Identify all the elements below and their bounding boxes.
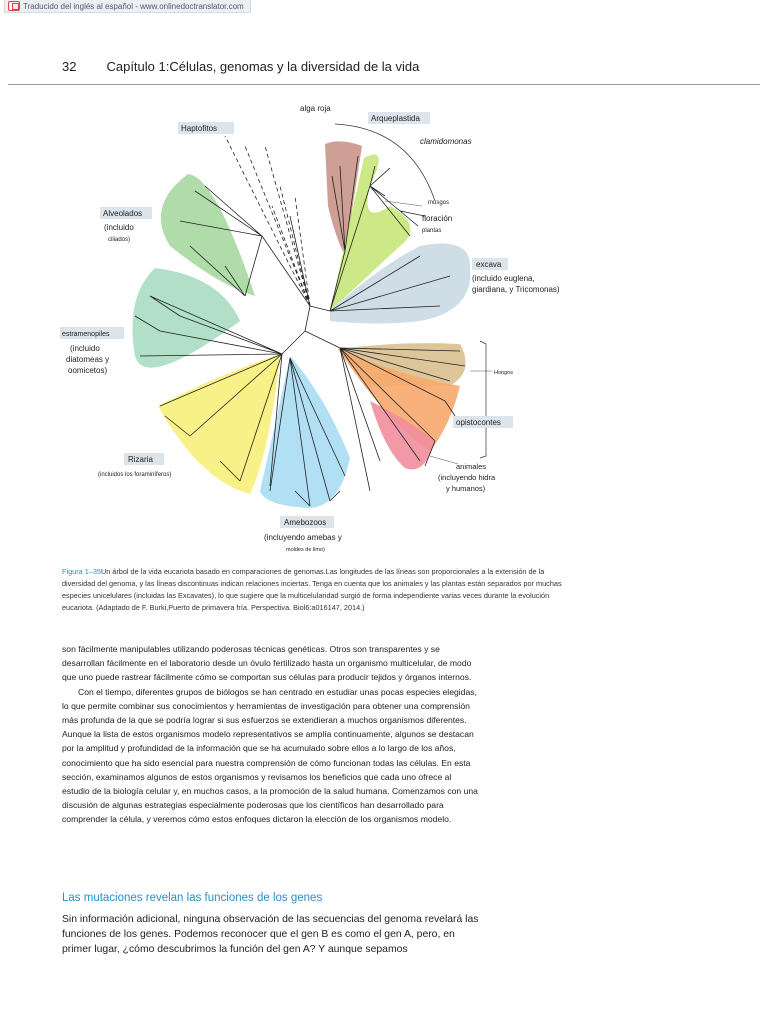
label-excava-sub2: giardiana, y Tricomonas) bbox=[472, 285, 560, 294]
header-rule bbox=[8, 84, 760, 85]
label-estramenopiles: estramenopiles bbox=[62, 331, 110, 338]
label-arqueplastida: Arqueplastida bbox=[371, 114, 420, 123]
section-heading: Las mutaciones revelan las funciones de los genes bbox=[62, 892, 323, 904]
eukaryote-tree-figure bbox=[40, 96, 600, 556]
label-alga-roja: alga roja bbox=[300, 104, 331, 113]
label-amebozoos-sub1: (incluyendo amebas y bbox=[264, 533, 342, 542]
paragraph-2: Con el tiempo, diferentes grupos de biólogos se han centrado en estudiar unas pocas especies elegidas, lo que permite combinar sus conocimientos y herramientas de investigación para obtener una comprensión más profunda de la que se podría lograr si sus esfuerzos se extendieran a muchos organismos diferentes. Aunque la lista de estos organismos modelo representativos se amplía continuamente, algunos se destacan por la amplitud y profundidad de la información que se ha acumulado sobre ellos a lo largo de los años, conocimiento que ha sido esencial para nuestra comprensión de cómo funcionan todas las células. En esta sección, examinamos algunos de estos organismos y revisamos los beneficios que cada uno ofrece al estudio de la biología celular y, en muchos casos, a la promoción de la salud humana. Comenzamos con una discusión de algunas estrategias especialmente poderosas que los científicos han desarrollado para comprender la célula, y veremos cómo estos enfoques dictaron la elección de los organismos modelo. bbox=[62, 686, 478, 825]
label-amebozoos: Amebozoos bbox=[284, 518, 327, 527]
stramenopiles-clade bbox=[133, 268, 241, 368]
label-musgos: musgos bbox=[428, 200, 450, 206]
label-excava-sub1: (incluido euglena, bbox=[472, 274, 535, 283]
label-clamidomonas: clamidomonas bbox=[420, 137, 472, 146]
translation-banner[interactable] bbox=[4, 0, 251, 13]
label-rizaria-sub: (incluidos los foraminíferos) bbox=[98, 472, 172, 478]
figure-id: Figura 1–35 bbox=[62, 567, 101, 576]
label-hongos: Hongos bbox=[494, 370, 513, 376]
figure-caption-text: Un árbol de la vida eucariota basado en comparaciones de genomas.Las longitudes de las líneas son proporcionales a la extensión de la diversidad del genoma, y las líneas discontinuas indican relaciones inciertas. Tenga en cuenta que los animales y las plantas están separados por muchas especies unicelulares (incluidas las Excavates), lo que sugiere que la multicelularidad surgió de forma independiente varias veces durante la evolución eucariota. (Adaptado de F. Burki,Puerto de primavera fría. Perspectiva. Biol6:a016147, 2014.) bbox=[62, 567, 562, 612]
translator-logo-icon bbox=[8, 1, 20, 11]
label-excava: excava bbox=[476, 260, 502, 269]
page-header bbox=[62, 59, 419, 74]
banner-text: Traducido del inglés al español - www.onlinedoctranslator.com bbox=[23, 1, 244, 11]
label-estram-sub2: diatomeas y bbox=[66, 355, 110, 364]
label-plantas: plantas bbox=[422, 228, 442, 234]
body-text bbox=[62, 642, 480, 827]
label-alveolados: Alveolados bbox=[103, 209, 143, 218]
label-rizaria: Rizaria bbox=[128, 455, 153, 464]
paragraph-1: son fácilmente manipulables utilizando poderosas técnicas genéticas. Otros son transparentes y se desarrollan fácilmente en el laboratorio desde un óvulo fertilizado hasta un organismo multicelular, de modo que uno puede rastrear fácilmente cómo se comportan sus células para producir tejidos y órganos internos. bbox=[62, 644, 472, 683]
rhizaria-clade bbox=[158, 354, 280, 494]
chapter-title: Capítulo 1:Células, genomas y la diversidad de la vida bbox=[106, 59, 420, 74]
label-floracion: floración bbox=[422, 214, 453, 223]
figure-caption bbox=[62, 566, 572, 614]
label-estram-sub3: oomicetos) bbox=[68, 366, 108, 375]
label-haptofitos: Haptofitos bbox=[181, 124, 218, 133]
lead-paragraph: Sin información adicional, ninguna observación de las secuencias del genoma revelará las funciones de los genes. Podemos reconocer que el gen B es como el gen A, pero, en primer lugar, ¿cómo descubrimos la función del gen A? Y aunque sepamos bbox=[62, 914, 479, 955]
label-alveolados-sub1: (incluido bbox=[104, 223, 134, 232]
label-estram-sub1: (incluido bbox=[70, 344, 100, 353]
label-animales-sub2: y humanos) bbox=[446, 484, 486, 493]
label-opistocontes: opistocontes bbox=[456, 418, 501, 427]
label-animales: animales bbox=[456, 462, 487, 471]
label-animales-sub1: (incluyendo hidra bbox=[438, 473, 496, 482]
label-alveolados-sub2: ciliados) bbox=[108, 237, 131, 243]
page-number: 32 bbox=[62, 59, 77, 74]
label-amebozoos-sub2: moldes de limo) bbox=[286, 547, 325, 553]
